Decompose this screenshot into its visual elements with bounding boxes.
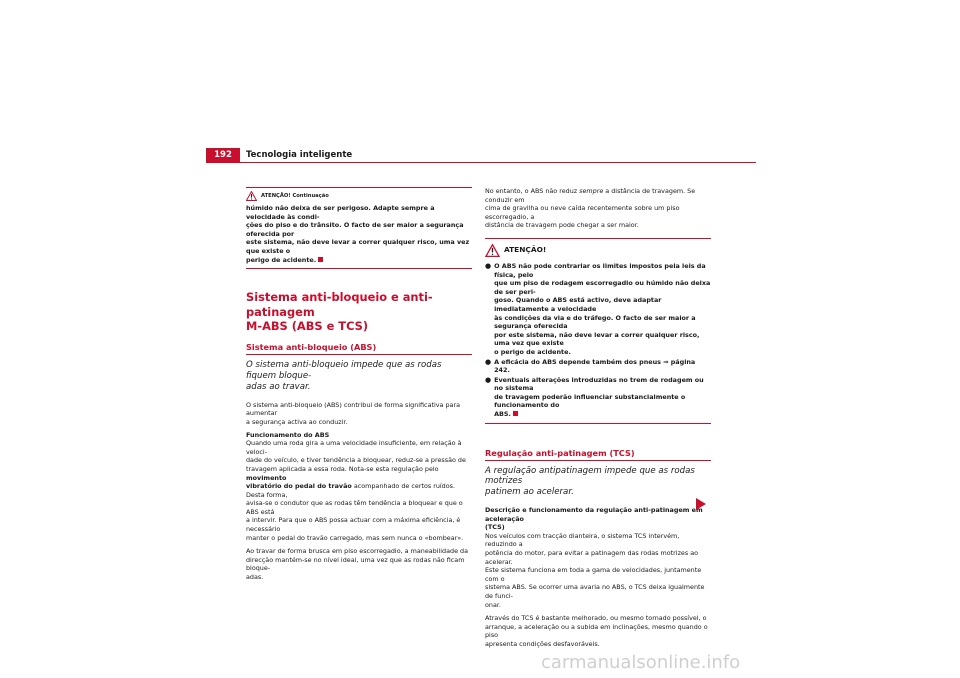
- text-span: travagem aplicada a essa roda. Nota-se esta regulação pelo: [246, 464, 439, 473]
- paragraph: [246, 401, 472, 427]
- chapter-title: [246, 290, 472, 333]
- text-line: arranque, a aceleração ou a subida em inclinações, mesmo quando o piso: [485, 622, 708, 640]
- text-line: Nos veículos com tracção dianteira, o sistema TCS intervém, reduzindo a: [485, 531, 680, 549]
- paragraph: [485, 532, 711, 609]
- chapter-title-line: M-ABS (ABS e TCS): [246, 318, 369, 333]
- paragraph: [485, 187, 711, 230]
- sub-heading-line: Descrição e funcionamento da regulação anti-patinagem em aceleração: [485, 506, 703, 523]
- intro-line: patinem ao acelerar.: [485, 487, 574, 498]
- text-line: adas.: [246, 573, 264, 582]
- text-line: Este sistema funciona em toda a gama de velocidades, juntamente com o: [485, 566, 702, 583]
- next-page-arrow-icon: [696, 498, 706, 510]
- paragraph: [246, 439, 472, 542]
- text-line: apresenta condições desfavoráveis.: [485, 639, 600, 648]
- section-title-tcs: Regulação anti-patinagem (TCS): [485, 448, 711, 461]
- text-line: O sistema anti-bloqueio (ABS) contribui de forma significativa para aumentar: [246, 400, 461, 418]
- text-line: que um piso de rodagem escorregadio ou húmido não deixa de ser peri-: [494, 279, 711, 296]
- text-line: Quando uma roda gira a uma velocidade insuficiente, em relação à veloci-: [246, 439, 462, 456]
- intro-line: O sistema anti-bloqueio impede que as rodas fiquem bloque-: [246, 360, 442, 382]
- text-line: o perigo de acidente.: [494, 347, 571, 356]
- text-line: Eventuais alterações introduzidas no trem de rodagem ou no sistema: [494, 375, 704, 393]
- text-line: às condições da via e do tráfego. O facto de ser maior a segurança oferecida: [494, 313, 696, 331]
- warning-header: [485, 244, 711, 257]
- text-line: [246, 465, 472, 482]
- text-line: onar.: [485, 600, 501, 609]
- intro-tcs: [485, 466, 711, 498]
- sub-heading-tcs: [485, 506, 711, 532]
- text-line: [485, 187, 711, 204]
- text-line[interactable]: A eficácia do ABS depende também dos pneus ⇒ página 242.: [494, 357, 696, 375]
- text-span: perigo de acidente.: [246, 255, 317, 264]
- running-header: Tecnologia inteligente: [246, 150, 353, 160]
- text-line: potência do motor, para evitar a patinagem das rodas motrizes ao acelerar.: [485, 549, 699, 566]
- intro-line: adas ao travar.: [246, 381, 311, 392]
- warning-bullet: [485, 358, 711, 375]
- bold-span: movimento: [246, 473, 287, 482]
- warning-label: ATENÇÃO!: [504, 245, 547, 255]
- text-line: [246, 256, 472, 265]
- right-column: [485, 187, 711, 649]
- bullet-icon: ●: [485, 261, 492, 270]
- bullet-text: [494, 376, 711, 419]
- text-span: ABS.: [494, 410, 511, 419]
- warning-continued-header: [246, 191, 472, 201]
- header-divider: [206, 162, 756, 163]
- text-line: [494, 410, 711, 419]
- warning-triangle-icon: [485, 244, 500, 257]
- text-span: a distância de travagem. Se conduzir em: [485, 187, 696, 204]
- intro-line: A regulação antipatinagem impede que as rodas motrizes: [485, 465, 695, 487]
- bullet-icon: ●: [485, 357, 492, 366]
- text-line: [246, 482, 472, 499]
- section-title-abs: Sistema anti-bloqueio (ABS): [246, 342, 472, 355]
- text-line: dade do veículo, e tiver tendência a bloquear, reduz-se a pressão de: [246, 456, 466, 465]
- end-square-icon: [513, 411, 518, 416]
- text-line: goso. Quando o ABS está activo, deve adaptar imediatamente a velocidade: [494, 296, 662, 313]
- text-line: avisa-se o condutor que as rodas têm tendência a bloquear e que o ABS está: [246, 499, 463, 516]
- text-line: O ABS não pode contrariar os limites impostos pela leis da física, pelo: [494, 261, 706, 279]
- text-line: sistema ABS. Se ocorrer uma avaria no ABS, o TCS deixa igualmente de funci-: [485, 583, 705, 600]
- text-span: No entanto, o ABS não reduz: [485, 187, 580, 195]
- left-column: [246, 187, 472, 582]
- text-line: cima de gravilha ou neve caída recentemente sobre um piso escorregadio, a: [485, 204, 680, 221]
- text-line: direcção mantém-se no nível ideal, uma vez que as rodas não ficam bloque-: [246, 555, 465, 573]
- warning-continued-box: [246, 187, 472, 269]
- chapter-title-line: Sistema anti-bloqueio e anti-patinagem: [246, 290, 433, 319]
- text-line: este sistema, não deve levar a correr qualquer risco, uma vez que existe o: [246, 238, 470, 255]
- text-line: Através do TCS é bastante melhorado, ou mesmo tornado possível, o: [485, 614, 707, 623]
- paragraph: [485, 614, 711, 648]
- bullet-text: [494, 262, 711, 357]
- warning-triangle-icon: [246, 191, 257, 201]
- text-line: húmido não deixa de ser perigoso. Adapte sempre a velocidade às condi-: [246, 204, 435, 221]
- end-square-icon: [318, 257, 323, 262]
- text-line: por este sistema, não deve levar a correr qualquer risco, uma vez que existe: [494, 330, 700, 348]
- warning-continued-text: [246, 204, 472, 264]
- warning-continued-label: ATENÇÃO! Continuação: [261, 192, 329, 199]
- italic-span: sempre: [579, 187, 604, 195]
- text-span: acompanhado de certos ruídos. Desta forma,: [246, 482, 456, 499]
- warning-bullet: [485, 376, 711, 419]
- text-line: ções do piso e do trânsito. O facto de ser maior a segurança oferecida por: [246, 221, 464, 238]
- watermark: carmanualsonline.info: [541, 652, 741, 673]
- bullet-icon: ●: [485, 375, 492, 384]
- warning-box: [485, 238, 711, 424]
- sub-heading-abs: Funcionamento do ABS: [246, 430, 330, 439]
- bold-span: vibratório do pedal do travão: [246, 482, 352, 491]
- text-line: manter o pedal do travão carregado, mas sem nunca o «bombear».: [246, 533, 464, 542]
- text-line: a segurança activa ao conduzir.: [246, 417, 348, 426]
- bullet-text: [494, 358, 711, 375]
- page-number: 192: [206, 148, 240, 163]
- text-line: a intervir. Para que o ABS possa actuar com a máxima eficiência, é necessário: [246, 516, 461, 534]
- text-line: de travagem poderão influenciar substancialmente o funcionamento do: [494, 392, 686, 410]
- intro-abs: [246, 360, 472, 392]
- sub-heading-line: (TCS): [485, 523, 505, 532]
- text-line: distância de travagem pode chegar a ser maior.: [485, 221, 639, 230]
- warning-bullet: [485, 262, 711, 357]
- text-line: Ao travar de forma brusca em piso escorregadio, a maneabilidade da: [246, 547, 469, 556]
- paragraph: [246, 547, 472, 581]
